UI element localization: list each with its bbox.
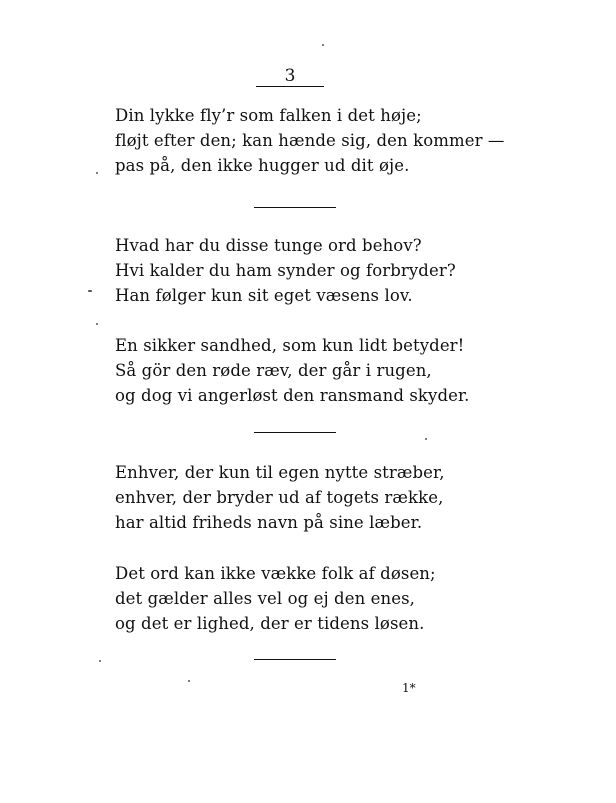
scan-speck [188,680,190,682]
stanza-line: Han følger kun sit eget væsens lov. [115,286,413,305]
stanza-line: det gælder alles vel og ej den enes, [115,589,416,608]
stanza-line: Enhver, der kun til egen nytte stræber, [115,463,445,482]
scan-speck [425,438,427,440]
section-divider [254,207,336,208]
stanza-line: Så gör den røde ræv, der går i rugen, [115,361,432,380]
stanza-line: pas på, den ikke hugger ud dit øje. [115,156,410,175]
stanza-line: Det ord kan ikke vække folk af døsen; [115,564,436,583]
stanza-line: En sikker sandhed, som kun lidt betyder! [115,336,465,355]
stanza-1 [115,103,505,178]
scan-speck [99,660,101,662]
stanza-line: fløjt efter den; kan hænde sig, den kommer — [115,131,505,150]
page-number-rule [256,86,324,87]
stanza-4 [115,460,445,535]
scan-speck [322,44,324,46]
stanza-line: og dog vi angerløst den ransmand skyder. [115,386,470,405]
stanza-line: Hvi kalder du ham synder og forbryder? [115,261,456,280]
stanza-5 [115,561,436,636]
scan-speck [96,172,98,174]
stanza-line: har altid friheds navn på sine læber. [115,513,423,532]
stanza-line: Din lykke fly’r som falken i det høje; [115,106,422,125]
stanza-line: og det er lighed, der er tidens løsen. [115,614,425,633]
section-divider [254,659,336,660]
scan-speck [88,290,92,292]
section-divider [254,432,336,433]
stanza-line: enhver, der bryder ud af togets række, [115,488,444,507]
stanza-3 [115,333,470,408]
page-number: 3 [284,66,296,86]
signature-mark: 1* [402,681,416,695]
stanza-2 [115,233,456,308]
stanza-line: Hvad har du disse tunge ord behov? [115,236,422,255]
scan-speck [96,323,98,325]
